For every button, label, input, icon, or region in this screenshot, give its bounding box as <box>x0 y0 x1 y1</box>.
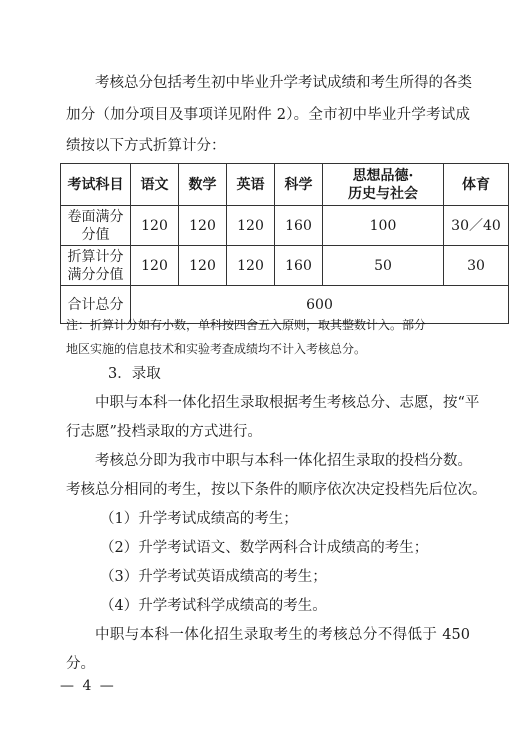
header-history-society: 历史与社会 <box>348 185 418 202</box>
row-label <box>61 246 131 286</box>
total-value: 600 <box>131 286 509 324</box>
note-line1: 注：折算计分如有小数，单科按四舍五入原则，取其整数计入。部分 <box>66 318 427 332</box>
table-cell: 120 <box>227 206 275 246</box>
para1-line3: 绩按以下方式折算计分： <box>66 138 226 154</box>
condition-item: （1）升学考试成绩高的考生； <box>100 511 298 527</box>
table-header-row <box>61 164 509 206</box>
header-math: 数学 <box>179 164 227 206</box>
condition-item: （2）升学考试语文、数学两科合计成绩高的考生； <box>100 540 429 556</box>
table-cell: 30／40 <box>444 206 509 246</box>
table-cell: 160 <box>275 246 323 286</box>
header-science: 科学 <box>275 164 323 206</box>
row-label-line2: 分值 <box>81 226 110 243</box>
total-label: 合计总分 <box>61 286 131 324</box>
para3-line1: 考核总分即为我市中职与本科一体化招生录取的投档分数。 <box>95 453 472 469</box>
row-label-line1: 折算计分 <box>67 248 124 265</box>
para2-line2: 行志愿”投档录取的方式进行。 <box>66 424 262 440</box>
table-cell: 160 <box>275 206 323 246</box>
table-cell: 120 <box>227 246 275 286</box>
header-morality-history <box>323 164 444 206</box>
condition-item: （4）升学考试科学成绩高的考生。 <box>100 598 327 614</box>
header-subject: 考试科目 <box>61 164 131 206</box>
para3-line2: 考核总分相同的考生，按以下条件的顺序依次决定投档先后位次。 <box>66 482 487 498</box>
row-label <box>61 206 131 246</box>
para2-line1: 中职与本科一体化招生录取根据考生考核总分、志愿，按“平 <box>95 395 480 411</box>
header-english: 英语 <box>227 164 275 206</box>
table-cell: 120 <box>131 246 179 286</box>
table-cell: 50 <box>323 246 444 286</box>
para1-line1: 考核总分包括考生初中毕业升学考试成绩和考生所得的各类 <box>95 75 472 91</box>
table-row <box>61 206 509 246</box>
table-cell: 30 <box>444 246 509 286</box>
para4-line1: 中职与本科一体化招生录取考生的考核总分不得低于 450 <box>95 627 470 643</box>
row-label-line2: 满分分值 <box>67 266 124 283</box>
score-table <box>60 163 509 324</box>
header-morality: 思想品德· <box>352 167 414 184</box>
header-pe: 体育 <box>444 164 509 206</box>
header-chinese: 语文 <box>131 164 179 206</box>
table-cell: 120 <box>131 206 179 246</box>
table-row <box>61 246 509 286</box>
table-cell: 120 <box>179 206 227 246</box>
para1-line2: 加分（加分项目及事项详见附件 2）。全市初中毕业升学考试成 <box>66 107 470 123</box>
para4-line2: 分。 <box>66 656 95 672</box>
page-number: — 4 — <box>60 678 116 694</box>
condition-item: （3）升学考试英语成绩高的考生； <box>100 569 327 585</box>
table-cell: 120 <box>179 246 227 286</box>
note-line2: 地区实施的信息技术和实验考查成绩均不计入考核总分。 <box>66 342 367 356</box>
section-heading: 3．录取 <box>108 366 161 382</box>
table-cell: 100 <box>323 206 444 246</box>
row-label-line1: 卷面满分 <box>67 208 124 225</box>
